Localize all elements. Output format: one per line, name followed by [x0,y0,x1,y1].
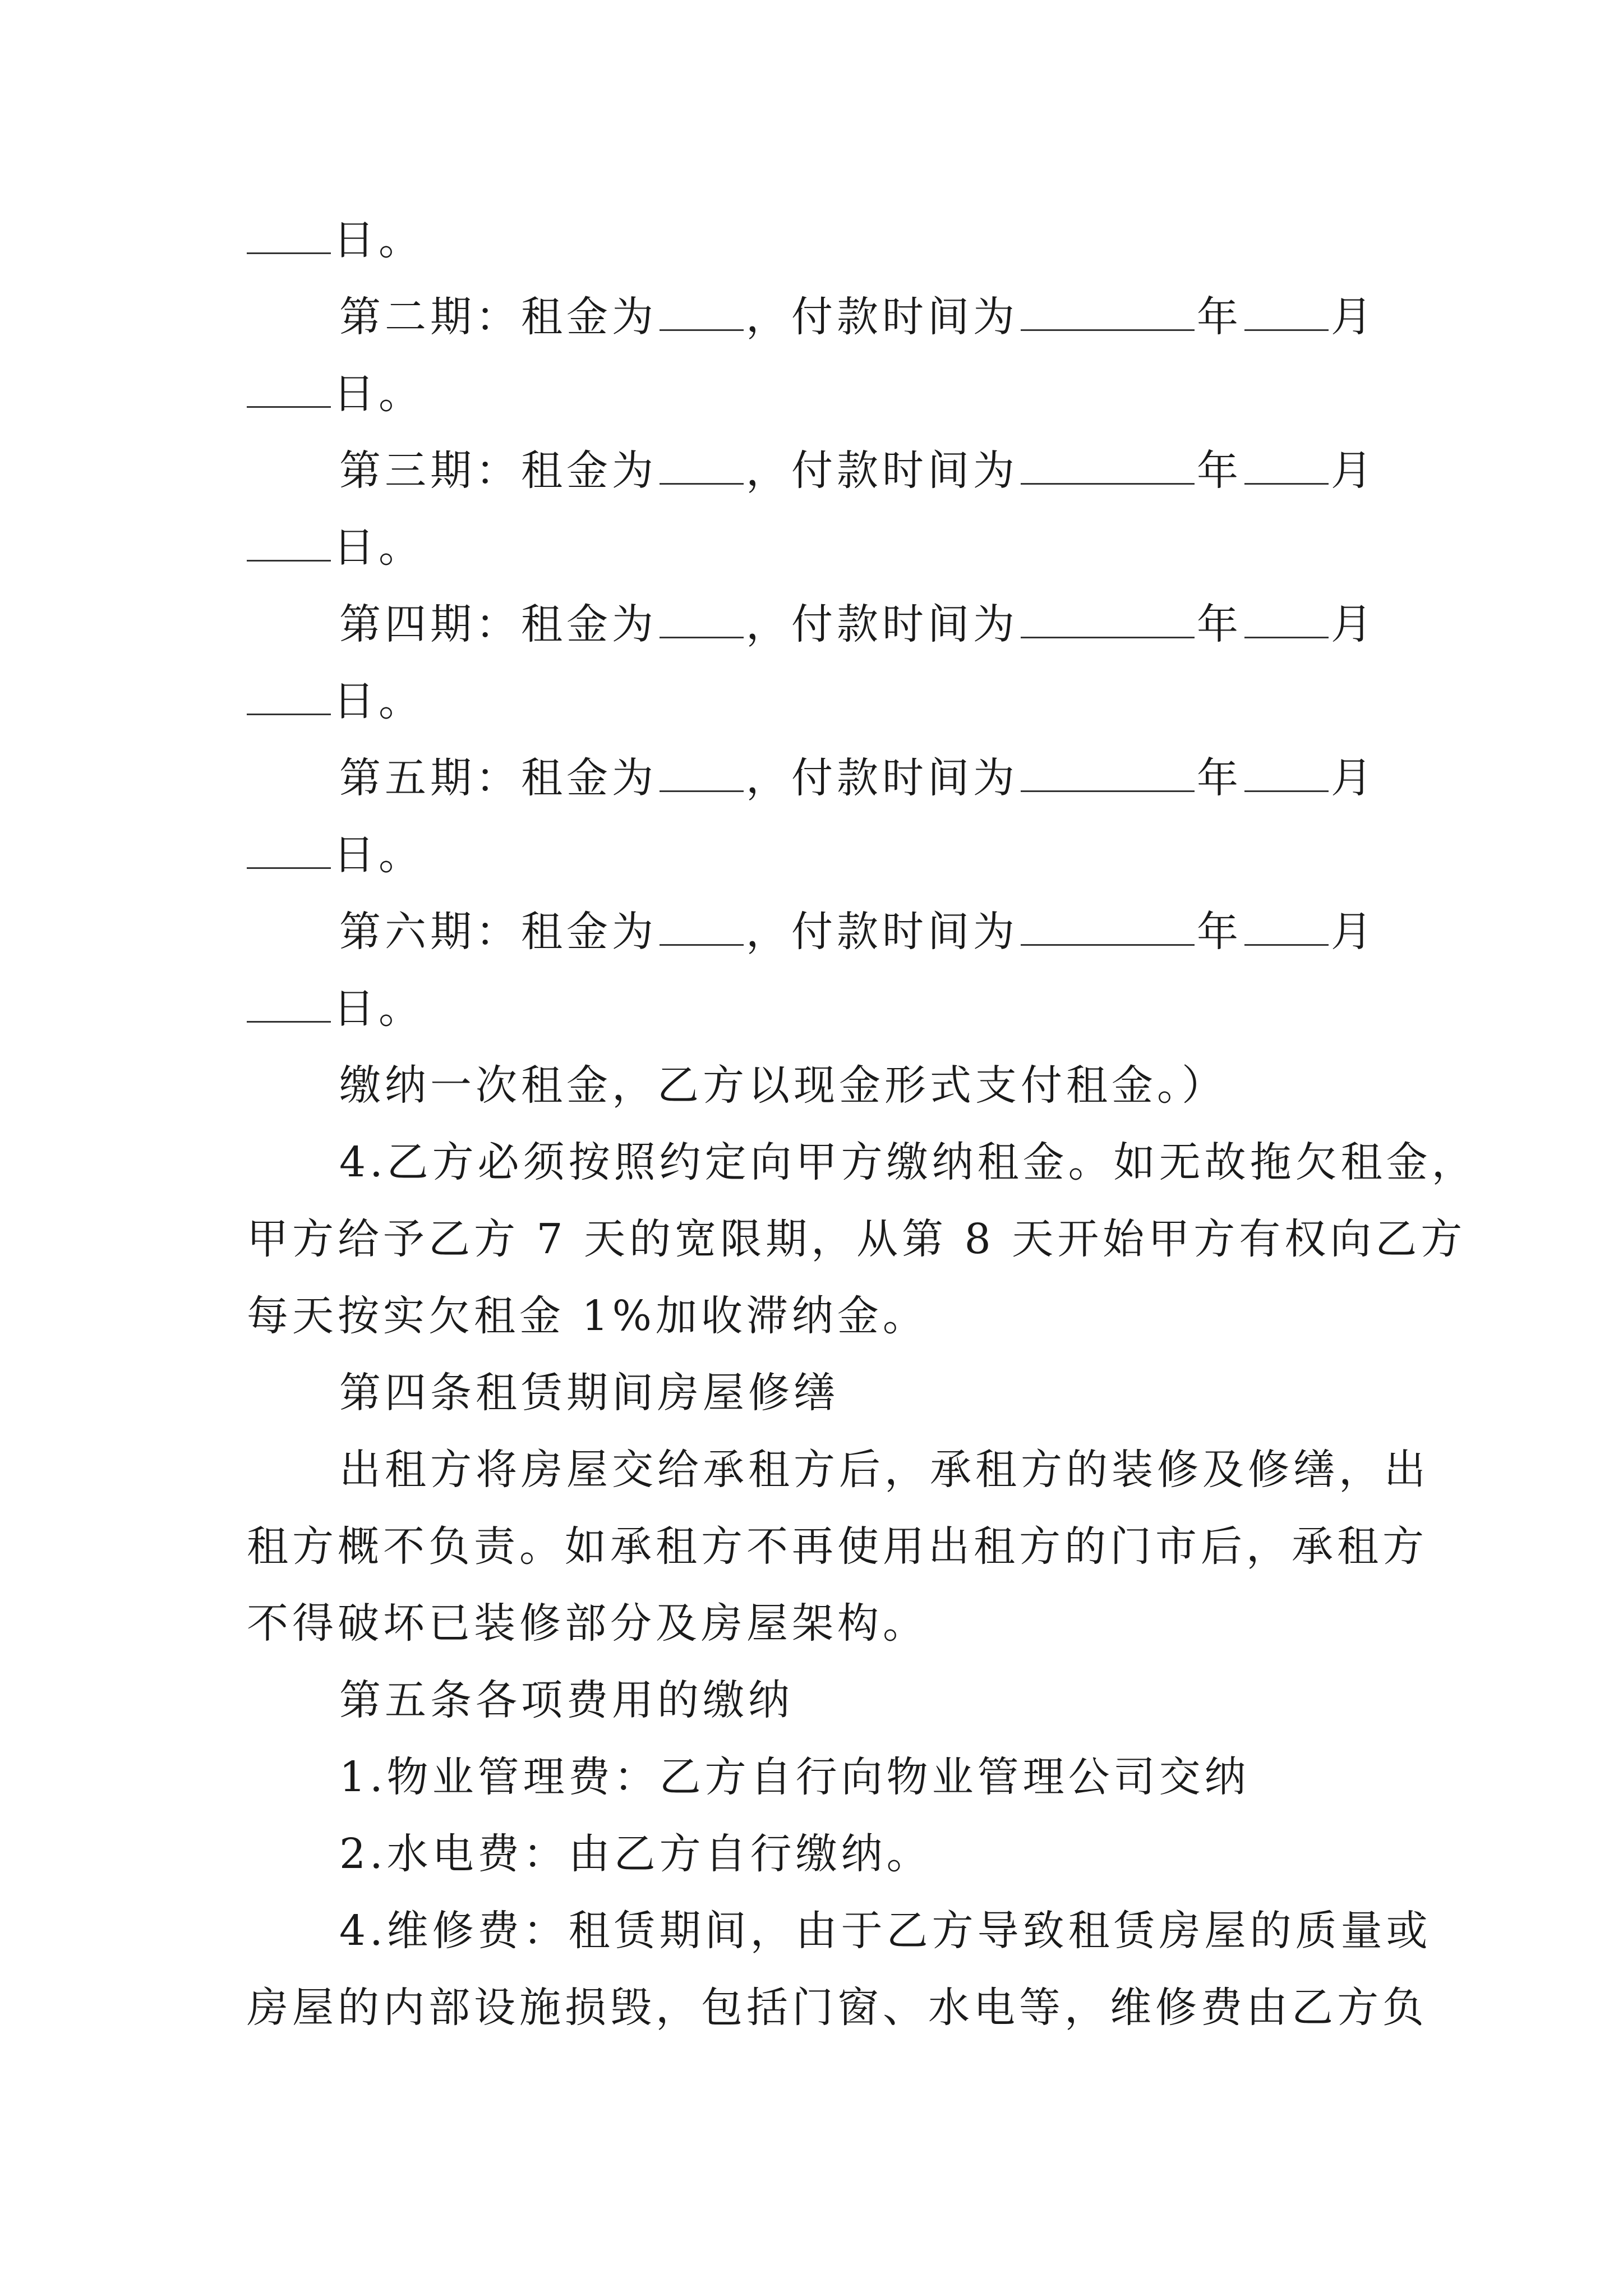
blank-day [247,218,331,254]
fee-item-4-line-2: 房屋的内部设施损毁，包括门窗、水电等，维修费由乙方负 [247,1984,1428,2032]
month-label: 月 [1331,293,1376,341]
installment-label: 第六期：租金为 [339,908,657,956]
installment-label: 第二期：租金为 [339,293,657,341]
month-label: 月 [1331,600,1376,648]
blank-rent [660,295,744,331]
blank-day [247,371,331,408]
blank-day [247,986,331,1023]
blank-day [247,679,331,715]
clause-4-line-1: 4.乙方必须按照约定向甲方缴纳租金。如无故拖欠租金， [339,1138,1477,1186]
article-5-title: 第五条各项费用的缴纳 [339,1676,794,1724]
fee-item-2: 2.水电费：由乙方自行缴纳。 [339,1830,932,1878]
year-label: 年 [1197,754,1242,802]
clause-4-line-3: 每天按实欠租金 1%加收滞纳金。 [247,1292,928,1340]
payment-time-label: ，付款时间为 [746,908,1018,956]
installment-label: 第五期：租金为 [339,754,657,802]
installment-3-line [339,443,1380,499]
installment-label: 第三期：租金为 [339,447,657,495]
installment-label: 第四期：租金为 [339,600,657,648]
year-label: 年 [1197,447,1242,495]
installment-2-tail [247,366,1380,422]
blank-month [1244,295,1329,331]
article-4-line-3: 不得破坏已装修部分及房屋架构。 [247,1599,928,1648]
installment-6-line [339,904,1380,960]
payment-time-label: ，付款时间为 [746,754,1018,802]
blank-rent [660,448,744,485]
month-label: 月 [1331,447,1376,495]
fee-item-1: 1.物业管理费：乙方自行向物业管理公司交纳 [339,1753,1250,1801]
installment-5-tail [247,827,1380,883]
article-4-line-2: 租方概不负责。如承租方不再使用出租方的门市后，承租方 [247,1522,1428,1571]
day-label: 日。 [333,984,424,1033]
fee-item-4-line-1: 4.维修费：租赁期间，由于乙方导致租赁房屋的质量或 [339,1907,1432,1955]
blank-rent [660,909,744,946]
article-4-line-1: 出租方将房屋交给承租方后，承租方的装修及修缮，出 [339,1446,1430,1494]
year-label: 年 [1197,293,1242,341]
blank-month [1244,602,1329,638]
installment-2-line [339,289,1380,345]
installment-4-tail [247,673,1380,729]
day-label: 日。 [333,523,424,572]
blank-rent [660,756,744,792]
blank-month [1244,756,1329,792]
day-label: 日。 [333,831,424,879]
clause-4-line-2: 甲方给予乙方 7 天的宽限期，从第 8 天开始甲方有权向乙方 [247,1215,1467,1263]
payment-time-label: ，付款时间为 [746,600,1018,648]
day-label: 日。 [333,370,424,418]
installment-3-tail [247,519,1380,576]
day-label: 日。 [333,216,424,264]
installment-4-line [339,596,1380,652]
year-label: 年 [1197,908,1242,956]
payment-time-label: ，付款时间为 [746,293,1018,341]
installment-6-tail [247,981,1380,1037]
day-label: 日。 [333,677,424,725]
blank-year [1021,448,1195,485]
blank-year [1021,295,1195,331]
installment-1-tail [247,212,1380,268]
blank-month [1244,909,1329,946]
blank-year [1021,756,1195,792]
blank-year [1021,909,1195,946]
year-label: 年 [1197,600,1242,648]
month-label: 月 [1331,754,1376,802]
blank-year [1021,602,1195,638]
month-label: 月 [1331,908,1376,956]
blank-month [1244,448,1329,485]
article-4-title: 第四条租赁期间房屋修缮 [339,1369,839,1417]
installment-5-line [339,750,1380,806]
payment-time-label: ，付款时间为 [746,447,1018,495]
blank-day [247,832,331,869]
payment-note: 缴纳一次租金，乙方以现金形式支付租金。） [339,1061,1227,1110]
blank-day [247,525,331,562]
blank-rent [660,602,744,638]
